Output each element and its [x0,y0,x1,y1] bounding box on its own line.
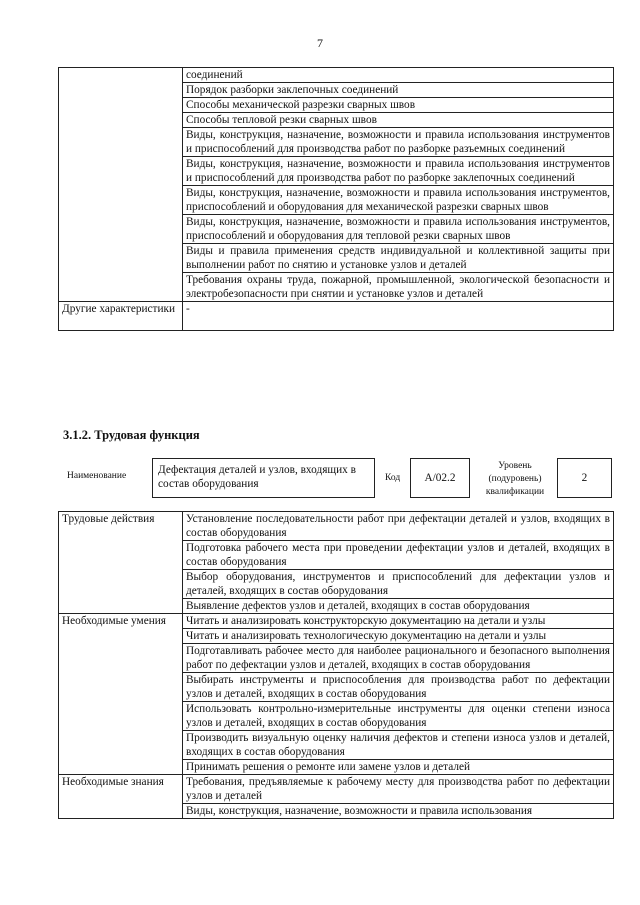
code-label: Код [385,473,401,483]
section-heading: 3.1.2. Трудовая функция [63,428,200,442]
table-cell: Виды, конструкция, назначение, возможности и правила использования [183,804,614,819]
table-cell: Принимать решения о ремонте или замене узлов и деталей [183,760,614,775]
labor-function-table [58,511,614,819]
labor-actions-label: Трудовые действия [59,512,183,614]
category-cell [59,68,183,302]
table-cell: Выбирать инструменты и приспособления для производства работ по дефектации узлов и деталей, входящих в состав оборудования [183,673,614,702]
table-row [59,775,614,804]
table-cell: Требования охраны труда, пожарной, промышленной, экологической безопасности и электробезопасности при снятии и установке узлов и деталей [183,273,614,302]
table-cell: Виды и правила применения средств индивидуальной и коллективной защиты при выполнении работ по снятию и установке узлов и деталей [183,244,614,273]
required-skills-label: Необходимые умения [59,614,183,775]
table-cell: Виды, конструкция, назначение, возможности и правила использования инструментов и приспособлений для производства работ по разборке заклепочных соединений [183,157,614,186]
table-cell: Виды, конструкция, назначение, возможности и правила использования инструментов, приспособлений и оборудования для тепловой резки сварных швов [183,215,614,244]
name-label: Наименование [67,471,127,481]
table-cell: Подготавливать рабочее место для наиболее рационального и безопасного выполнения работ по дефектации узлов и деталей, входящих в состав оборудования [183,644,614,673]
table-cell: Способы тепловой резки сварных швов [183,113,614,128]
other-characteristics-label: Другие характеристики [59,302,183,331]
table-row [59,302,614,331]
name-value: Дефектация деталей и узлов, входящих в состав оборудования [152,458,375,498]
table-cell: Выявление дефектов узлов и деталей, входящих в состав оборудования [183,599,614,614]
table-cell: Виды, конструкция, назначение, возможности и правила использования инструментов, приспособлений и оборудования для механической разрезки сварных швов [183,186,614,215]
table-cell: Подготовка рабочего места при проведении дефектации узлов и деталей, входящих в состав оборудования [183,541,614,570]
table-cell: Способы механической разрезки сварных швов [183,98,614,113]
table-cell: Использовать контрольно-измерительные инструменты для оценки степени износа узлов и деталей, входящих в состав оборудования [183,702,614,731]
table-cell: Установление последовательности работ при дефектации деталей и узлов, входящих в состав оборудования [183,512,614,541]
code-value: А/02.2 [410,458,470,498]
table-cell: Производить визуальную оценку наличия дефектов и степени износа узлов и деталей, входящих в состав оборудования [183,731,614,760]
table-cell: Порядок разборки заклепочных соединений [183,83,614,98]
table-cell: Требования, предъявляемые к рабочему месту для производства работ по дефектации узлов и деталей [183,775,614,804]
other-characteristics-value: - [183,302,614,331]
knowledge-table-continued [58,67,614,331]
table-cell: Виды, конструкция, назначение, возможности и правила использования инструментов и приспособлений для производства работ по разборке разъемных соединений [183,128,614,157]
table-row [59,512,614,541]
page-number: 7 [317,36,323,50]
table-cell: Выбор оборудования, инструментов и приспособлений для дефектации узлов и деталей, входящих в состав оборудования [183,570,614,599]
table-row [59,68,614,83]
required-knowledge-label: Необходимые знания [59,775,183,819]
table-cell: Читать и анализировать технологическую документацию на детали и узлы [183,629,614,644]
table-cell: соединений [183,68,614,83]
table-cell: Читать и анализировать конструкторскую документацию на детали и узлы [183,614,614,629]
table-row [59,614,614,629]
qualification-level-value: 2 [557,458,612,498]
qualification-level-label: Уровень (подуровень) квалификации [485,461,545,497]
